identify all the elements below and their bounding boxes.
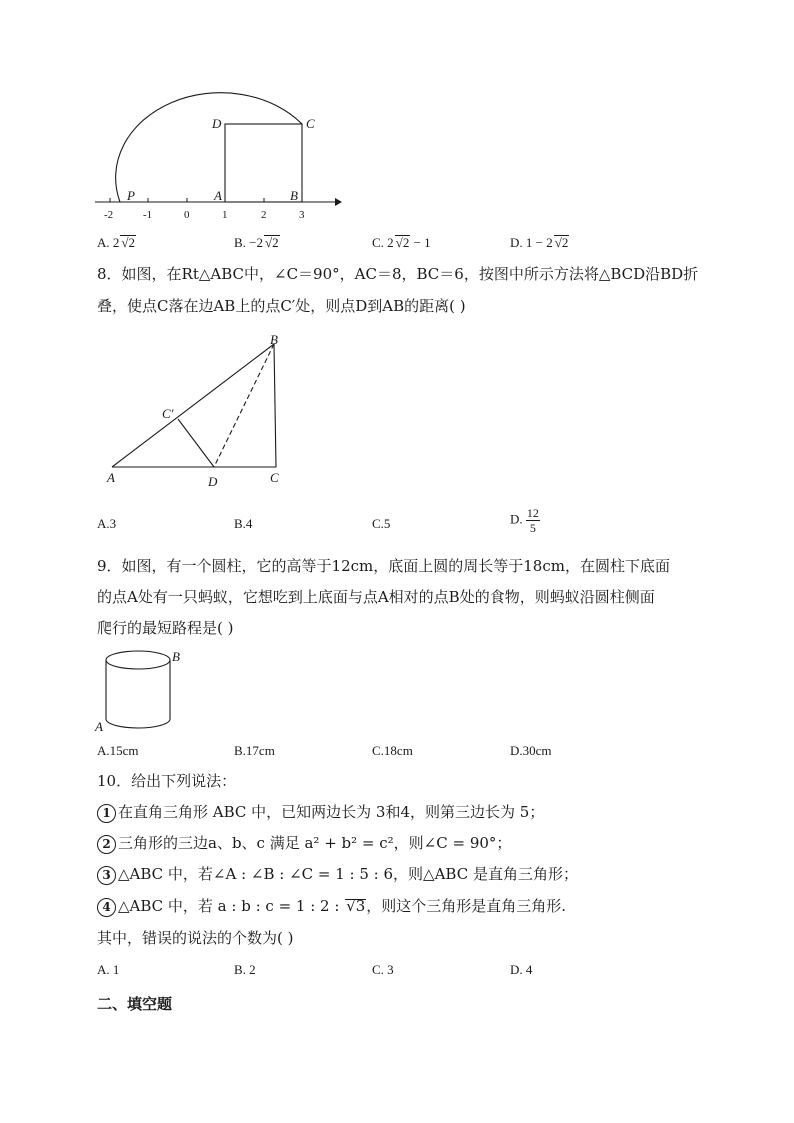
q10-option-c[interactable]: C. 3 (372, 962, 394, 977)
number-line-figure (90, 110, 350, 225)
label-B: B (270, 332, 278, 347)
q7-option-b[interactable]: B. −2 √2 (234, 235, 279, 250)
q8-text-line2: 叠，使点C落在边AB上的点C′处，则点D到AB的距离( ) (97, 297, 466, 315)
q10-statement-3: 3 △ABC 中，若∠A : ∠B : ∠C = 1 : 5 : 6，则△ABC 是直角三角形； (97, 864, 578, 885)
tick-label: 2 (261, 209, 267, 221)
circled-number: 3 (97, 866, 116, 885)
label-A: A (214, 188, 222, 203)
circled-number: 2 (97, 835, 116, 854)
label-C-prime: C′ (162, 406, 174, 421)
label-A: A (107, 470, 115, 485)
q8-option-d[interactable]: D. $\frac{12}{5}$ (510, 506, 539, 535)
section-title: 二、填空题 (97, 995, 173, 1013)
label-B: B (290, 188, 298, 203)
q9-option-d[interactable]: D.30cm (510, 743, 552, 758)
q8-option-a[interactable]: A.3 (97, 516, 117, 531)
q9-option-b[interactable]: B.17cm (234, 743, 275, 758)
q9-text-line1: 9．如图，有一个圆柱，它的高等于12cm，底面上圆的周长等于18cm，在圆柱下底面 (97, 557, 670, 575)
tick-label: 1 (222, 209, 228, 221)
label-D: D (212, 116, 222, 131)
q8-option-c[interactable]: C.5 (372, 516, 391, 531)
cylinder-figure (95, 645, 190, 735)
q9-option-c[interactable]: C.18cm (372, 743, 413, 758)
circled-number: 4 (97, 898, 116, 917)
tick-label: 3 (299, 209, 305, 221)
label-P: P (127, 188, 135, 203)
q10-option-d[interactable]: D. 4 (510, 962, 533, 977)
q9-text-line2: 的点A处有一只蚂蚁，它想吃到上底面与点A相对的点B处的食物，则蚂蚁沿圆柱侧面 (97, 588, 655, 606)
q10-option-b[interactable]: B. 2 (234, 962, 256, 977)
q10-intro: 10．给出下列说法： (97, 772, 237, 790)
tick-label: -2 (104, 209, 114, 221)
q10-statement-4: 4 △ABC 中，若 a : b : c = 1 : 2 : √3，则这个三角形是直角三角形. (97, 896, 566, 917)
q8-option-b[interactable]: B.4 (234, 516, 253, 531)
q10-option-a[interactable]: A. 1 (97, 962, 120, 977)
q7-option-c[interactable]: C. 2 √2 − 1 (372, 235, 431, 250)
folded-triangle-figure (100, 330, 300, 495)
q8-text-line1: 8．如图，在Rt△ABC中，∠C＝90°，AC＝8，BC＝6，按图中所示方法将△BCD沿BD折 (97, 265, 699, 283)
label-C: C (270, 470, 279, 485)
q10-statement-2: 2 三角形的三边a、b、c 满足 a² + b² = c²，则∠C = 90°； (97, 833, 511, 854)
label-A: A (95, 719, 103, 734)
circled-number: 1 (97, 804, 116, 823)
tick-label: -1 (143, 209, 153, 221)
q7-option-d[interactable]: D. 1 − 2 √2 (510, 235, 569, 250)
q9-text-line3: 爬行的最短路程是( ) (97, 619, 234, 637)
label-B: B (172, 649, 180, 664)
label-C: C (306, 116, 315, 131)
q10-question: 其中，错误的说法的个数为( ) (97, 929, 294, 947)
q9-option-a[interactable]: A.15cm (97, 743, 139, 758)
q7-option-a[interactable]: A. 2 √2 (97, 235, 136, 250)
label-D: D (208, 474, 218, 489)
tick-label: 0 (184, 209, 190, 221)
q10-statement-1: 1 在直角三角形 ABC 中，已知两边长为 3和4，则第三边长为 5； (97, 802, 544, 823)
